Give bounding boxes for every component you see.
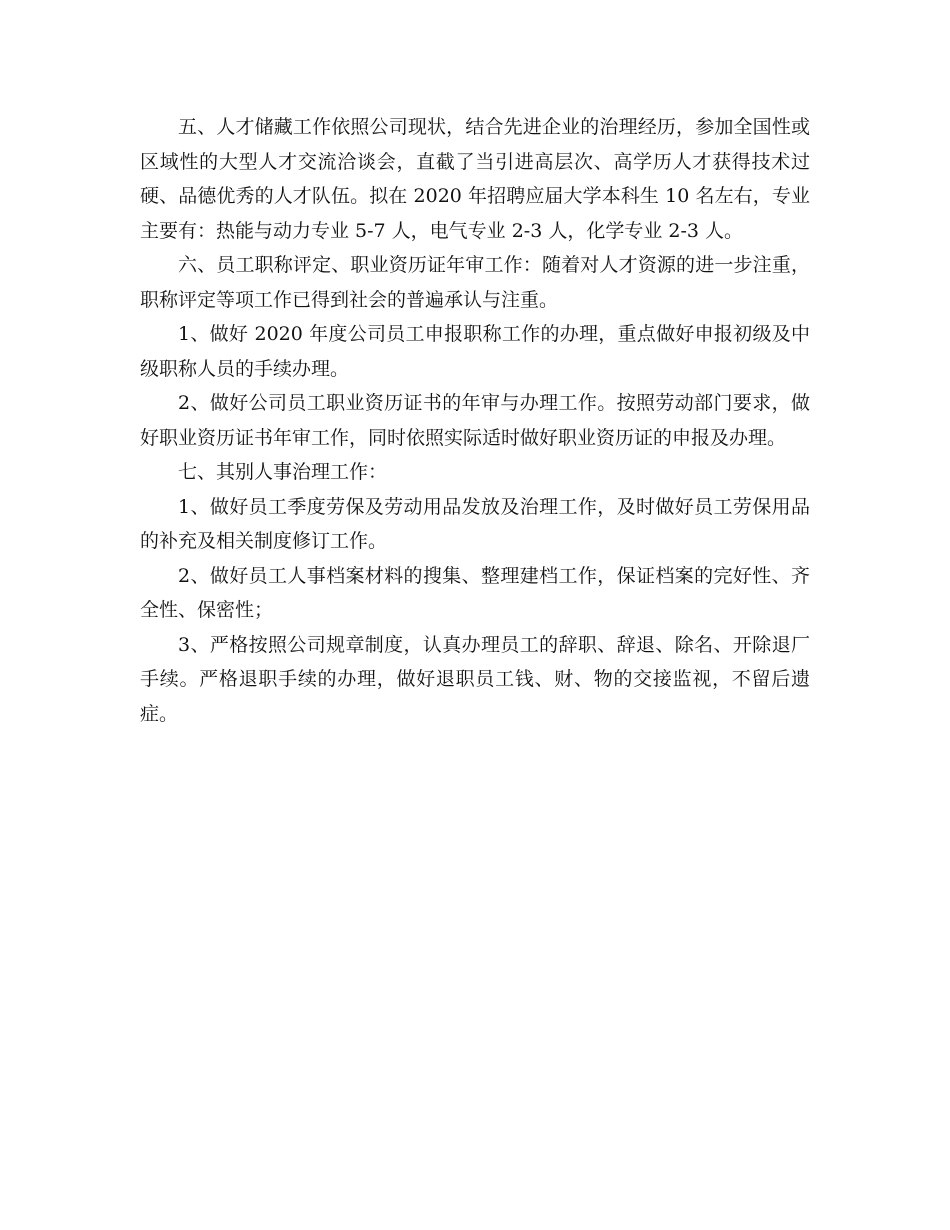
document-body [140,110,810,731]
paragraph-other-hr-heading: 七、其别人事治理工作： [178,461,388,483]
paragraph-title-application: 1、做好 2020 年度公司员工申报职称工作的办理，重点做好申报初级及中级职称人员的手续办理。 [140,323,810,380]
paragraph-talent-reserve: 五、人才储藏工作依照公司现状，结合先进企业的治理经历，参加全国性或区域性的大型人才交流洽谈会，直截了当引进高层次、高学历人才获得技术过硬、品德优秀的人才队伍。拟在 2020 年招聘应届大学本科生 10 名左右，专业主要有：热能与动力专业 5-7 人，电气专业 2-3 人，化学专业 2-3 人。 [140,116,810,242]
paragraph-personnel-files: 2、做好员工人事档案材料的搜集、整理建档工作，保证档案的完好性、齐全性、保密性； [140,564,810,621]
paragraph-certificate-review: 2、做好公司员工职业资历证书的年审与办理工作。按照劳动部门要求，做好职业资历证书年审工作，同时依照实际适时做好职业资历证的申报及办理。 [140,392,810,449]
paragraph-labor-protection: 1、做好员工季度劳保及劳动用品发放及治理工作，及时做好员工劳保用品的补充及相关制度修订工作。 [140,495,810,552]
paragraph-title-evaluation: 六、员工职称评定、职业资历证年审工作：随着对人才资源的进一步注重，职称评定等项工作已得到社会的普遍承认与注重。 [140,254,810,311]
paragraph-resignation-procedures: 3、严格按照公司规章制度，认真办理员工的辞职、辞退、除名、开除退厂手续。严格退职手续的办理，做好退职员工钱、财、物的交接监视，不留后遗症。 [140,633,810,725]
